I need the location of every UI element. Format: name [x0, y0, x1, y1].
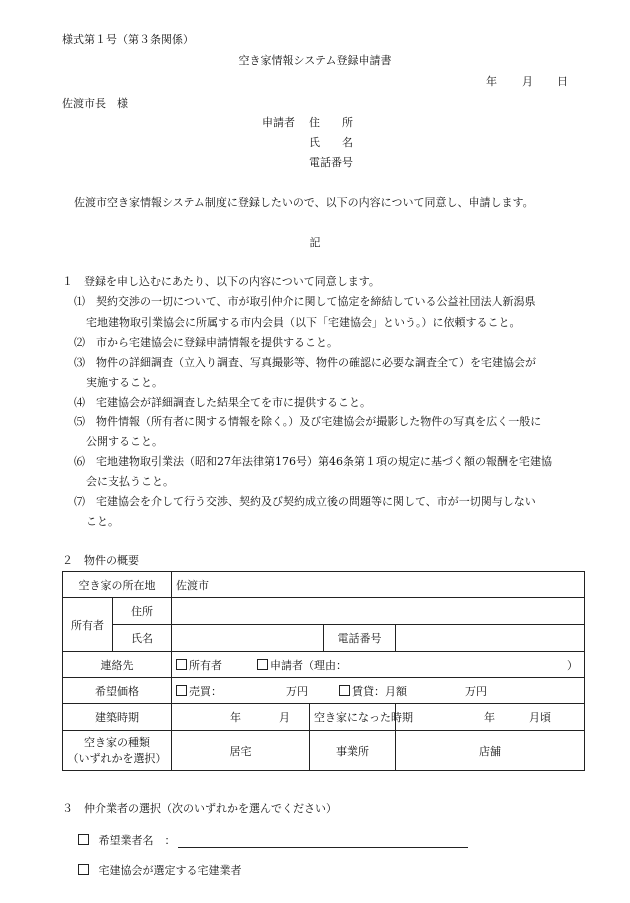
consent-item-6: ⑹ 宅地建物取引業法（昭和27年法律第176号）第46条第１項の規定に基づく額の報酬を宅建協 — [74, 455, 552, 468]
intro-text: 佐渡市空き家情報システム制度に登録したいので、以下の内容について同意し、申請します。 — [74, 196, 534, 209]
ki-label: 記 — [309, 236, 321, 249]
sale-checkbox[interactable] — [176, 685, 187, 696]
type-option-store[interactable]: 店舗 — [396, 731, 585, 771]
contact-label: 連絡先 — [63, 652, 172, 678]
consent-item-6-cont: 会に支払うこと。 — [86, 475, 174, 488]
addressee: 佐渡市長 様 — [62, 97, 128, 110]
consent-item-7-cont: こと。 — [86, 515, 119, 528]
applicant-name-label: 氏 名 — [309, 136, 353, 149]
form-number: 様式第１号（第３条関係） — [62, 33, 194, 46]
owner-address-field[interactable] — [172, 598, 585, 625]
vacant-label: 空き家になった時期 — [310, 704, 396, 731]
broker-name-line[interactable] — [178, 835, 468, 848]
phone-label: 電話番号 — [324, 625, 396, 652]
broker-option-2: 宅建協会が選定する宅建業者 — [78, 864, 242, 878]
property-table — [62, 571, 585, 771]
section3-heading: ３ 仲介業者の選択（次のいずれかを選んでください） — [62, 802, 337, 815]
consent-item-5: ⑸ 物件情報（所有者に関する情報を除く。）及び宅建協会が撮影した物件の写真を広く一般に — [74, 415, 542, 428]
type-option-office[interactable]: 事業所 — [310, 731, 396, 771]
type-label: 空き家の種類 （いずれかを選択） — [63, 731, 172, 771]
contact-owner-checkbox[interactable] — [176, 659, 187, 670]
consent-item-5-cont: 公開すること。 — [86, 435, 163, 448]
rent-checkbox[interactable] — [339, 685, 350, 696]
price-label: 希望価格 — [63, 678, 172, 704]
built-label: 建築時期 — [63, 704, 172, 731]
document-title: 空き家情報システム登録申請書 — [238, 54, 392, 67]
date-year: 年 — [486, 75, 497, 88]
owner-address-label: 住所 — [113, 598, 172, 625]
owner-name-field[interactable] — [172, 625, 324, 652]
applicant-phone-label: 電話番号 — [309, 156, 353, 169]
location-label: 空き家の所在地 — [63, 572, 172, 598]
contact-applicant-checkbox[interactable] — [257, 659, 268, 670]
contact-close-paren: ） — [567, 659, 578, 672]
consent-item-1: ⑴ 契約交渉の一切について、市が取引仲介に関して協定を締結している公益社団法人新潟県 — [74, 295, 536, 308]
consent-item-3-cont: 実施すること。 — [86, 376, 163, 389]
contact-options: 所有者 申請者（理由： ） — [172, 652, 585, 678]
broker-option-2-checkbox[interactable] — [78, 864, 89, 875]
consent-item-7: ⑺ 宅建協会を介して行う交渉、契約及び契約成立後の問題等に関して、市が一切関与しない — [74, 495, 536, 508]
applicant-label: 申請者 — [262, 116, 295, 129]
owner-name-label: 氏名 — [113, 625, 172, 652]
location-value[interactable]: 佐渡市 — [172, 572, 585, 598]
consent-item-2: ⑵ 市から宅建協会に登録申請情報を提供すること。 — [74, 336, 338, 349]
built-date-field[interactable]: 年 月 — [172, 704, 310, 731]
broker-option-1: 希望業者名 ： — [78, 834, 468, 848]
applicant-address-label: 住 所 — [309, 116, 353, 129]
price-options: 売買： 万円 賃貸：月額 万円 — [172, 678, 585, 704]
consent-item-4: ⑷ 宅建協会が詳細調査した結果全てを市に提供すること。 — [74, 396, 371, 409]
phone-field[interactable] — [396, 625, 585, 652]
type-option-house[interactable]: 居宅 — [172, 731, 310, 771]
owner-label: 所有者 — [63, 598, 113, 652]
date-day: 日 — [557, 75, 568, 88]
consent-item-1-cont: 宅地建物取引業協会に所属する市内会員（以下「宅建協会」という。）に依頼すること。 — [86, 316, 521, 329]
date-month: 月 — [522, 75, 533, 88]
vacant-date-field[interactable]: 年 月頃 — [396, 704, 585, 731]
consent-item-3: ⑶ 物件の詳細調査（立入り調査、写真撮影等、物件の確認に必要な調査全て）を宅建協会が — [74, 356, 536, 369]
section1-heading: １ 登録を申し込むにあたり、以下の内容について同意します。 — [62, 275, 380, 288]
section2-heading: ２ 物件の概要 — [62, 554, 139, 567]
broker-option-1-checkbox[interactable] — [78, 834, 89, 845]
